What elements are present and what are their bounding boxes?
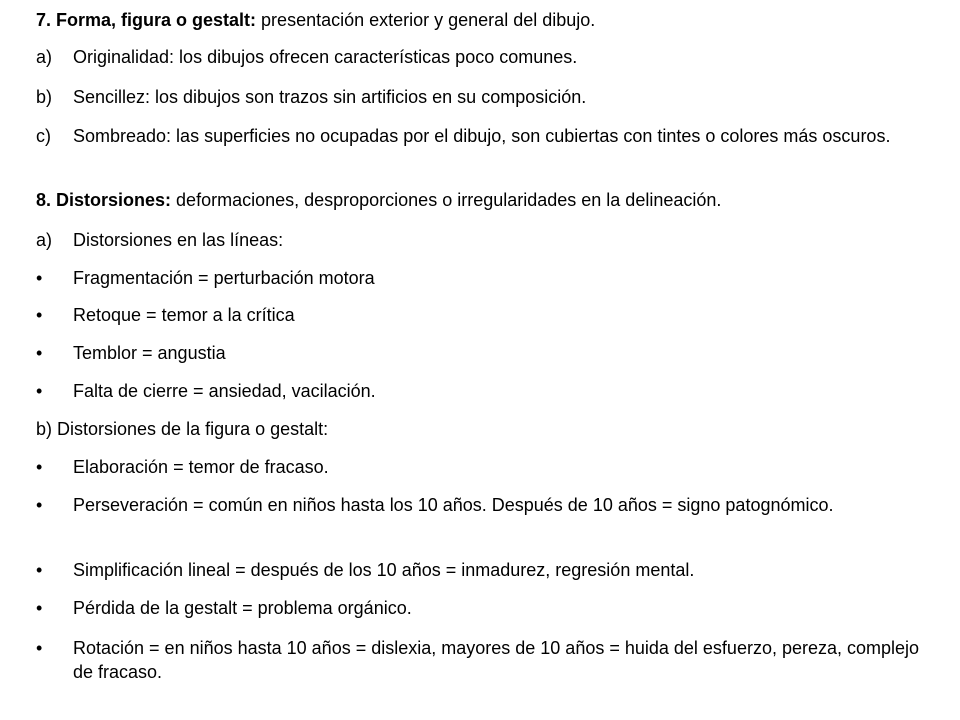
item-text: Distorsiones en las líneas: [73, 230, 284, 250]
bullet-marker: • [36, 305, 43, 325]
bullet-text: Fragmentación = perturbación motora [73, 268, 375, 288]
subsection-8b-text: b) Distorsiones de la figura o gestalt: [36, 419, 329, 439]
bullet-text: Rotación = en niños hasta 10 años = dislexia, mayores de 10 años = huida del esfuerzo, pereza, complejo de fracaso. [73, 638, 920, 682]
bullet-marker: • [36, 343, 43, 363]
bullet-marker: • [36, 638, 43, 658]
bullet-item [36, 493, 920, 517]
bullet-marker: • [36, 268, 43, 288]
list-item-7a [36, 45, 920, 69]
bullet-item [36, 455, 920, 479]
item-marker: a) [36, 230, 53, 250]
section-7-heading-line [36, 8, 920, 32]
bullet-item [36, 341, 920, 365]
list-item-8a [36, 228, 920, 252]
subsection-8b [36, 417, 920, 441]
bullet-item [36, 636, 920, 684]
bullet-item [36, 266, 920, 290]
bullet-marker: • [36, 598, 43, 618]
bullet-text: Elaboración = temor de fracaso. [73, 457, 329, 477]
bullet-text: Perseveración = común en niños hasta los 10 años. Después de 10 años = signo patognómico. [73, 495, 834, 515]
bullet-text: Pérdida de la gestalt = problema orgánico. [73, 598, 412, 618]
section-7-heading: 7. Forma, figura o gestalt: [36, 10, 257, 30]
bullet-text: Simplificación lineal = después de los 10 años = inmadurez, regresión mental. [73, 560, 695, 580]
bullet-text: Falta de cierre = ansiedad, vacilación. [73, 381, 376, 401]
section-7-description: presentación exterior y general del dibujo. [256, 10, 596, 30]
bullet-item [36, 596, 920, 620]
item-marker: a) [36, 47, 53, 67]
item-marker: c) [36, 126, 51, 146]
item-text: Sencillez: los dibujos son trazos sin artificios en su composición. [73, 87, 587, 107]
list-item-7b [36, 85, 920, 109]
bullet-item [36, 303, 920, 327]
list-item-7c [36, 124, 920, 148]
item-marker: b) [36, 87, 53, 107]
section-8-description: deformaciones, desproporciones o irregularidades en la delineación. [171, 190, 722, 210]
section-8-heading-line [36, 188, 920, 212]
bullet-marker: • [36, 381, 43, 401]
bullet-text: Retoque = temor a la crítica [73, 305, 295, 325]
item-text: Originalidad: los dibujos ofrecen características poco comunes. [73, 47, 578, 67]
bullet-marker: • [36, 495, 43, 515]
bullet-item [36, 379, 920, 403]
bullet-marker: • [36, 560, 43, 580]
bullet-text: Temblor = angustia [73, 343, 226, 363]
bullet-marker: • [36, 457, 43, 477]
section-8-heading: 8. Distorsiones: [36, 190, 172, 210]
item-text: Sombreado: las superficies no ocupadas por el dibujo, son cubiertas con tintes o colores más oscuros. [73, 126, 891, 146]
bullet-item [36, 558, 920, 582]
